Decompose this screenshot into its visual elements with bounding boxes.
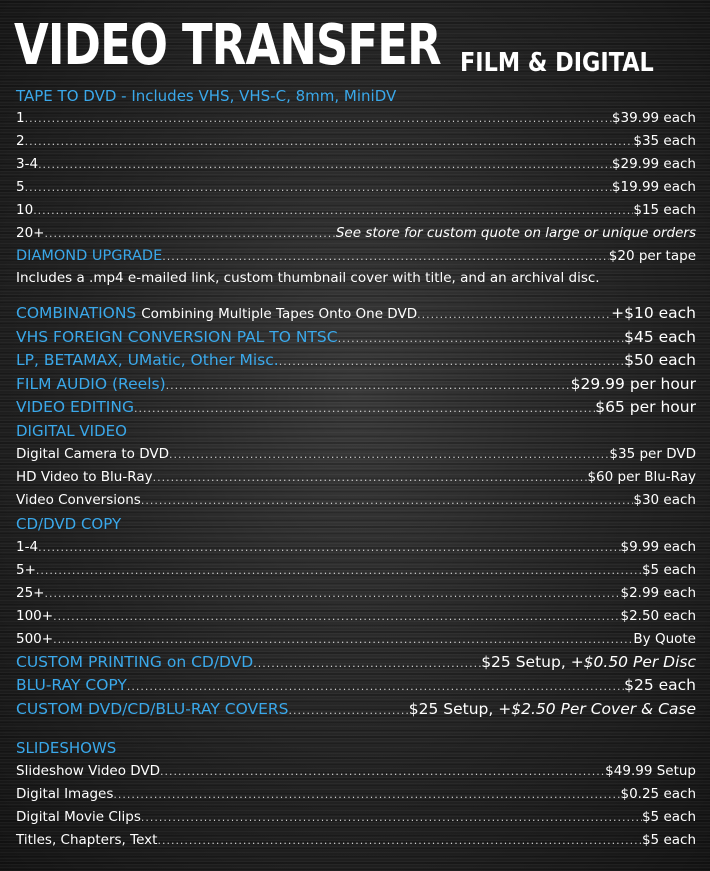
price-row-blu-ray-copy bbox=[16, 674, 696, 698]
row-price: $39.99 each bbox=[611, 110, 696, 126]
row-label: DIAMOND UPGRADE bbox=[16, 248, 163, 264]
price-extra: +$2.50 Per Cover & Case bbox=[498, 699, 696, 718]
dot-leader bbox=[169, 443, 609, 466]
section-heading-digital-video: DIGITAL VIDEO bbox=[16, 421, 127, 440]
price-setup: $25 Setup, bbox=[408, 699, 494, 718]
row-label-main: COMBINATIONS bbox=[16, 304, 137, 322]
dot-leader bbox=[25, 130, 634, 153]
row-label: 10 bbox=[16, 202, 34, 218]
price-row-diamond-upgrade bbox=[16, 245, 696, 267]
dot-leader bbox=[289, 699, 409, 723]
row-label: BLU-RAY COPY bbox=[16, 676, 127, 694]
row-price: $19.99 each bbox=[611, 179, 696, 195]
dot-leader bbox=[45, 582, 621, 605]
price-row bbox=[16, 443, 696, 466]
row-label: CUSTOM PRINTING on CD/DVD bbox=[16, 652, 254, 671]
dot-leader bbox=[253, 652, 481, 676]
row-price: $5 each bbox=[641, 832, 696, 848]
price-row-lp-betamax bbox=[16, 349, 696, 373]
row-label: VIDEO EDITING bbox=[16, 398, 134, 416]
price-row bbox=[16, 582, 696, 605]
row-price: $2.50 each bbox=[620, 607, 696, 624]
row-price: By Quote bbox=[633, 630, 696, 647]
dot-leader bbox=[166, 374, 571, 398]
price-row bbox=[16, 489, 696, 512]
price-row-combinations bbox=[16, 302, 696, 326]
price-row bbox=[16, 153, 696, 176]
section-heading-tape-to-dvd: TAPE TO DVD - Includes VHS, VHS-C, 8mm, MiniDV bbox=[16, 87, 397, 105]
price-row-vhs-foreign-conversion bbox=[16, 326, 696, 350]
row-price: $45 each bbox=[624, 327, 696, 346]
price-row bbox=[16, 783, 696, 806]
dot-leader bbox=[33, 199, 633, 222]
price-row-video-editing bbox=[16, 396, 696, 420]
row-label bbox=[16, 302, 417, 327]
dot-leader bbox=[25, 107, 612, 130]
row-label: Digital Movie Clips bbox=[16, 809, 141, 825]
row-price: +$10 each bbox=[611, 304, 696, 322]
price-row bbox=[16, 222, 696, 245]
section-heading-slideshows: SLIDESHOWS bbox=[16, 739, 117, 757]
dot-leader bbox=[141, 489, 634, 512]
row-label: 3-4 bbox=[16, 156, 39, 172]
row-label: Titles, Chapters, Text bbox=[16, 832, 158, 848]
dot-leader bbox=[45, 222, 336, 245]
row-price: $20 per tape bbox=[608, 248, 696, 264]
row-price: $60 per Blu-Ray bbox=[587, 468, 696, 485]
row-label: CUSTOM DVD/CD/BLU-RAY COVERS bbox=[16, 699, 289, 718]
row-price: $50 each bbox=[624, 351, 696, 369]
row-label: HD Video to Blu-Ray bbox=[16, 468, 153, 485]
price-row bbox=[16, 559, 696, 582]
price-list bbox=[16, 86, 696, 852]
row-label: 100+ bbox=[16, 607, 54, 624]
row-sublabel: Combining Multiple Tapes Onto One DVD bbox=[141, 306, 418, 322]
dot-leader bbox=[38, 153, 612, 176]
dot-leader bbox=[153, 466, 588, 489]
row-label: 20+ bbox=[16, 225, 45, 241]
row-label: Video Conversions bbox=[16, 491, 141, 508]
price-row-custom-covers bbox=[16, 698, 696, 722]
row-price: $35 per DVD bbox=[609, 445, 696, 462]
dot-leader bbox=[338, 327, 625, 351]
row-label: 1-4 bbox=[16, 538, 39, 555]
price-row bbox=[16, 466, 696, 489]
row-label: VHS FOREIGN CONVERSION PAL TO NTSC bbox=[16, 327, 338, 346]
row-label: 5+ bbox=[16, 561, 36, 578]
dot-leader bbox=[134, 397, 595, 421]
price-row bbox=[16, 176, 696, 199]
row-label: Digital Camera to DVD bbox=[16, 445, 169, 462]
spacer bbox=[16, 721, 696, 736]
row-price: $5 each bbox=[641, 561, 696, 578]
price-row bbox=[16, 605, 696, 628]
row-price: $0.25 each bbox=[620, 786, 696, 802]
price-row bbox=[16, 130, 696, 153]
row-note: See store for custom quote on large or unique orders bbox=[335, 225, 696, 241]
row-label: 2 bbox=[16, 133, 25, 149]
price-row bbox=[16, 628, 696, 651]
row-price: $29.99 each bbox=[611, 156, 696, 172]
section-heading-cd-dvd-copy: CD/DVD COPY bbox=[16, 514, 122, 533]
row-label: Slideshow Video DVD bbox=[16, 763, 161, 779]
row-label: FILM AUDIO (Reels) bbox=[16, 374, 166, 393]
page-subtitle: FILM & DIGITAL bbox=[460, 48, 654, 78]
dot-leader bbox=[279, 350, 624, 374]
row-label: LP, BETAMAX, UMatic, Other Misc. bbox=[16, 351, 279, 369]
row-label: 500+ bbox=[16, 630, 54, 647]
row-label: 25+ bbox=[16, 584, 45, 601]
page-title: VIDEO TRANSFER bbox=[14, 13, 441, 78]
dot-leader bbox=[53, 628, 633, 651]
spacer bbox=[16, 289, 696, 302]
dot-leader bbox=[160, 760, 605, 783]
header bbox=[14, 6, 654, 86]
row-price: $65 per hour bbox=[595, 398, 696, 416]
row-price: $49.99 Setup bbox=[605, 763, 696, 779]
row-price: $9.99 each bbox=[620, 538, 696, 555]
price-row-film-audio bbox=[16, 373, 696, 397]
row-price bbox=[481, 651, 696, 675]
dot-leader bbox=[113, 783, 620, 806]
row-label: 1 bbox=[16, 110, 25, 126]
row-price: $30 each bbox=[633, 491, 696, 508]
price-row bbox=[16, 806, 696, 829]
row-price: $25 each bbox=[624, 676, 696, 694]
row-price bbox=[409, 698, 696, 722]
price-row bbox=[16, 536, 696, 559]
row-price: $29.99 per hour bbox=[570, 374, 696, 393]
dot-leader bbox=[38, 536, 620, 559]
dot-leader bbox=[141, 806, 642, 829]
dot-leader bbox=[127, 675, 624, 699]
row-price: $35 each bbox=[633, 133, 696, 149]
dot-leader bbox=[157, 829, 642, 852]
dot-leader bbox=[36, 559, 642, 582]
dot-leader bbox=[417, 303, 611, 327]
price-row-custom-printing bbox=[16, 651, 696, 675]
price-row bbox=[16, 829, 696, 852]
price-row bbox=[16, 760, 696, 783]
row-price: $5 each bbox=[641, 809, 696, 825]
price-row bbox=[16, 199, 696, 222]
row-label: Digital Images bbox=[16, 786, 114, 802]
dot-leader bbox=[162, 246, 609, 268]
dot-leader bbox=[25, 176, 612, 199]
diamond-upgrade-description: Includes a .mp4 e-mailed link, custom thumbnail cover with title, and an archival disc. bbox=[16, 270, 600, 286]
price-row bbox=[16, 107, 696, 130]
row-price: $2.99 each bbox=[620, 584, 696, 601]
row-label: 5 bbox=[16, 179, 25, 195]
row-price: $15 each bbox=[633, 202, 696, 218]
price-setup: $25 Setup, bbox=[481, 652, 566, 671]
dot-leader bbox=[53, 605, 620, 628]
price-extra: +$0.50 Per Disc bbox=[570, 652, 696, 671]
